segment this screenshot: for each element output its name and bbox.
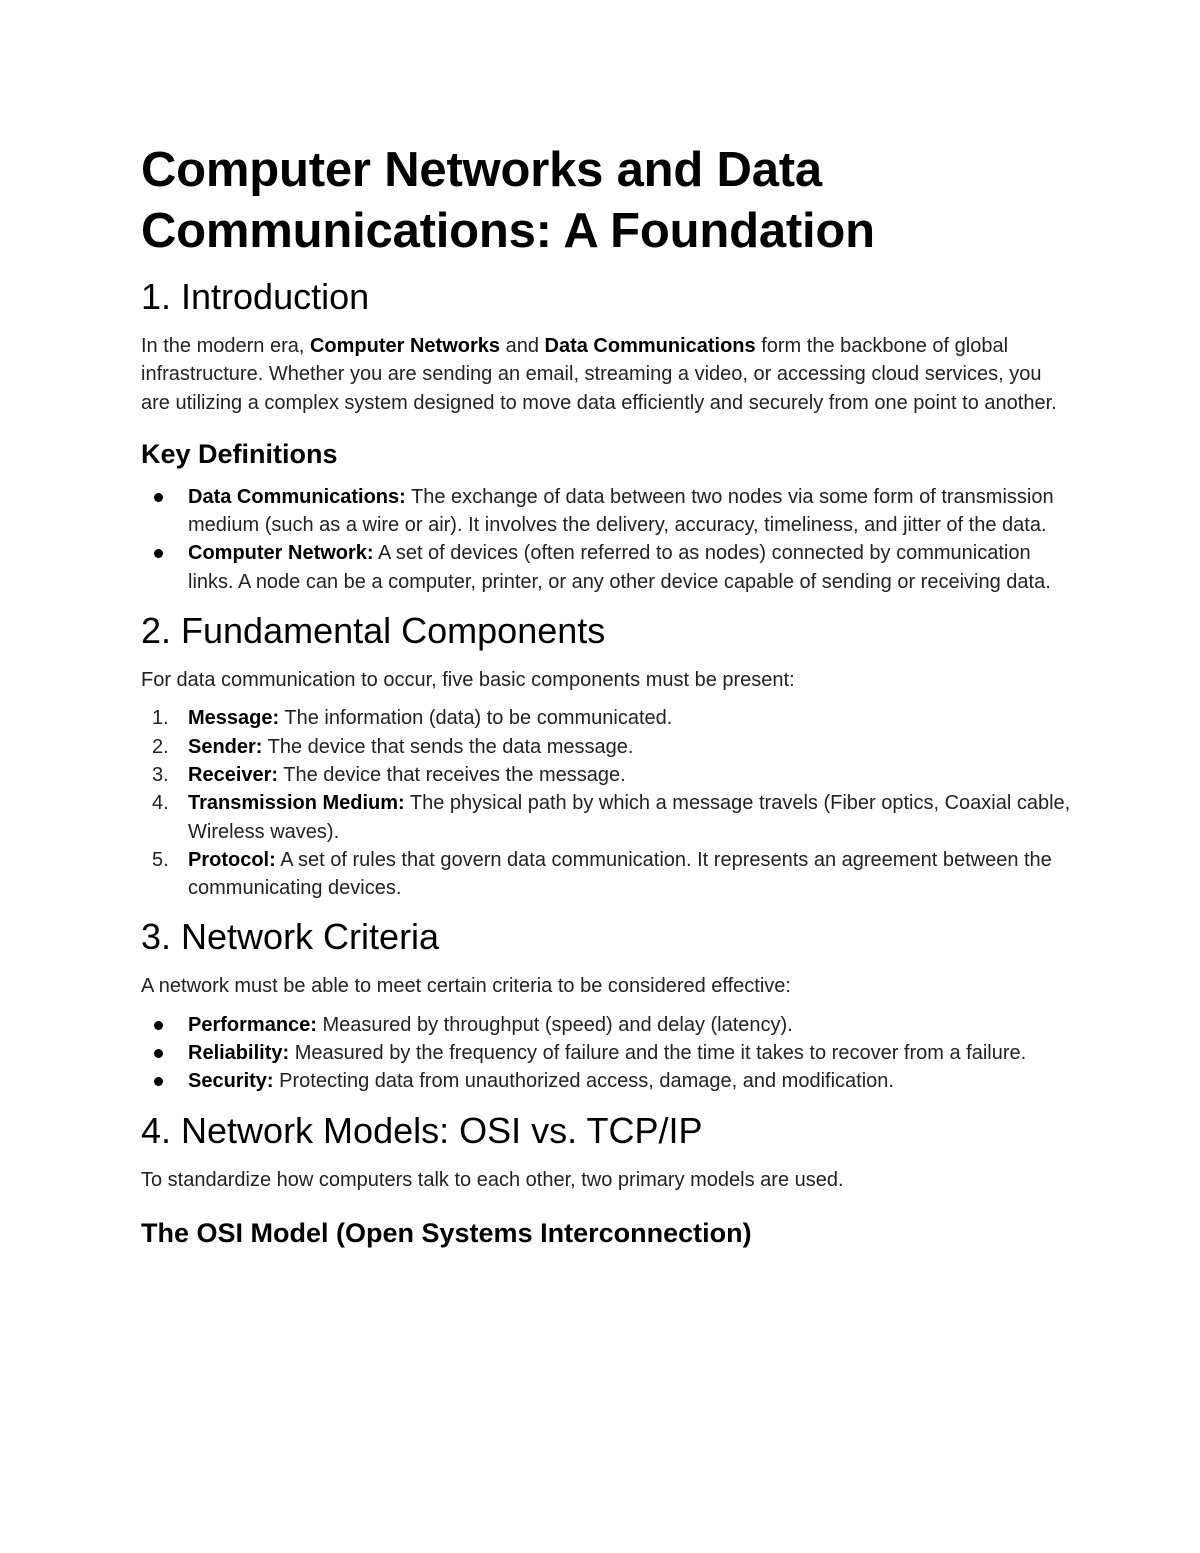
component-text: The device that receives the message. — [278, 763, 626, 786]
criteria-text: Measured by the frequency of failure and the time it takes to recover from a failure. — [289, 1042, 1027, 1065]
list-number: 4. — [152, 792, 169, 815]
criteria-intro: A network must be able to meet certain criteria to be considered effective: — [141, 975, 791, 998]
list-item — [141, 846, 1071, 903]
list-item — [141, 1039, 1071, 1067]
list-item — [141, 483, 1071, 540]
definition-term: Computer Network: — [188, 542, 374, 565]
bullet-icon — [154, 1077, 163, 1086]
criteria-list — [141, 1011, 1071, 1096]
component-term: Protocol: — [188, 848, 276, 871]
component-text: The information (data) to be communicated. — [279, 707, 673, 730]
section-heading-network-criteria: 3. Network Criteria — [141, 916, 440, 958]
list-number: 3. — [152, 763, 169, 786]
component-term: Transmission Medium: — [188, 792, 405, 815]
intro-text-1: In the modern era, — [141, 335, 310, 357]
intro-paragraph — [141, 332, 1071, 417]
document-title: Computer Networks and Data Communications: A Foundation — [141, 143, 875, 258]
criteria-term: Security: — [188, 1070, 274, 1093]
definition-text: A set of devices (often referred to as nodes) connected by communication links. A node can be a computer, printer, or any other device capable of sending or receiving data. — [188, 542, 1051, 593]
criteria-term: Reliability: — [188, 1042, 290, 1065]
component-term: Receiver: — [188, 763, 279, 786]
intro-bold-computer-networks: Computer Networks — [309, 335, 501, 357]
bullet-icon — [154, 1049, 163, 1058]
document-page — [141, 140, 1071, 1262]
components-list — [141, 704, 1071, 902]
intro-text-2: and — [500, 335, 545, 357]
list-item — [141, 761, 1071, 789]
intro-bold-data-communications: Data Communications — [544, 335, 756, 357]
criteria-term: Performance: — [188, 1013, 317, 1036]
bullet-icon — [154, 1021, 163, 1030]
list-number: 1. — [152, 707, 169, 730]
component-text: A set of rules that govern data communication. It represents an agreement between the communicating devices. — [188, 848, 1052, 900]
list-item — [141, 704, 1071, 732]
criteria-text: Measured by throughput (speed) and delay (latency). — [316, 1013, 793, 1036]
section-heading-fundamental-components: 2. Fundamental Components — [141, 610, 606, 652]
models-intro: To standardize how computers talk to each other, two primary models are used. — [141, 1168, 844, 1191]
subsection-heading-osi-model: The OSI Model (Open Systems Interconnection) — [141, 1217, 752, 1248]
criteria-text: Protecting data from unauthorized access, damage, and modification. — [273, 1070, 894, 1093]
component-text: The device that sends the data message. — [262, 735, 634, 758]
components-intro: For data communication to occur, five basic components must be present: — [141, 669, 795, 692]
list-number: 2. — [152, 735, 169, 758]
list-item — [141, 1011, 1071, 1039]
list-item — [141, 733, 1071, 761]
list-item — [141, 539, 1071, 596]
definition-term: Data Communications: — [188, 485, 406, 508]
key-definitions-list — [141, 483, 1071, 596]
component-text: The physical path by which a message travels (Fiber optics, Coaxial cable, Wireless waves). — [188, 792, 1071, 843]
bullet-icon — [154, 549, 163, 558]
list-number: 5. — [152, 848, 169, 871]
component-term: Sender: — [188, 735, 263, 758]
bullet-icon — [154, 493, 163, 502]
list-item — [141, 1067, 1071, 1095]
intro-text-3: form the backbone of global infrastructure. Whether you are sending an email, streaming a video, or accessing cloud services, you are utilizing a complex system designed to move data efficiently and securely from one point to another. — [141, 335, 1057, 414]
list-item — [141, 789, 1071, 846]
section-heading-network-models: 4. Network Models: OSI vs. TCP/IP — [141, 1109, 703, 1151]
definition-text: The exchange of data between two nodes via some form of transmission medium (such as a wire or air). It involves the delivery, accuracy, timeliness, and jitter of the data. — [188, 485, 1054, 537]
subsection-heading-key-definitions: Key Definitions — [141, 438, 338, 469]
component-term: Message: — [188, 707, 280, 730]
section-heading-introduction: 1. Introduction — [141, 276, 370, 317]
